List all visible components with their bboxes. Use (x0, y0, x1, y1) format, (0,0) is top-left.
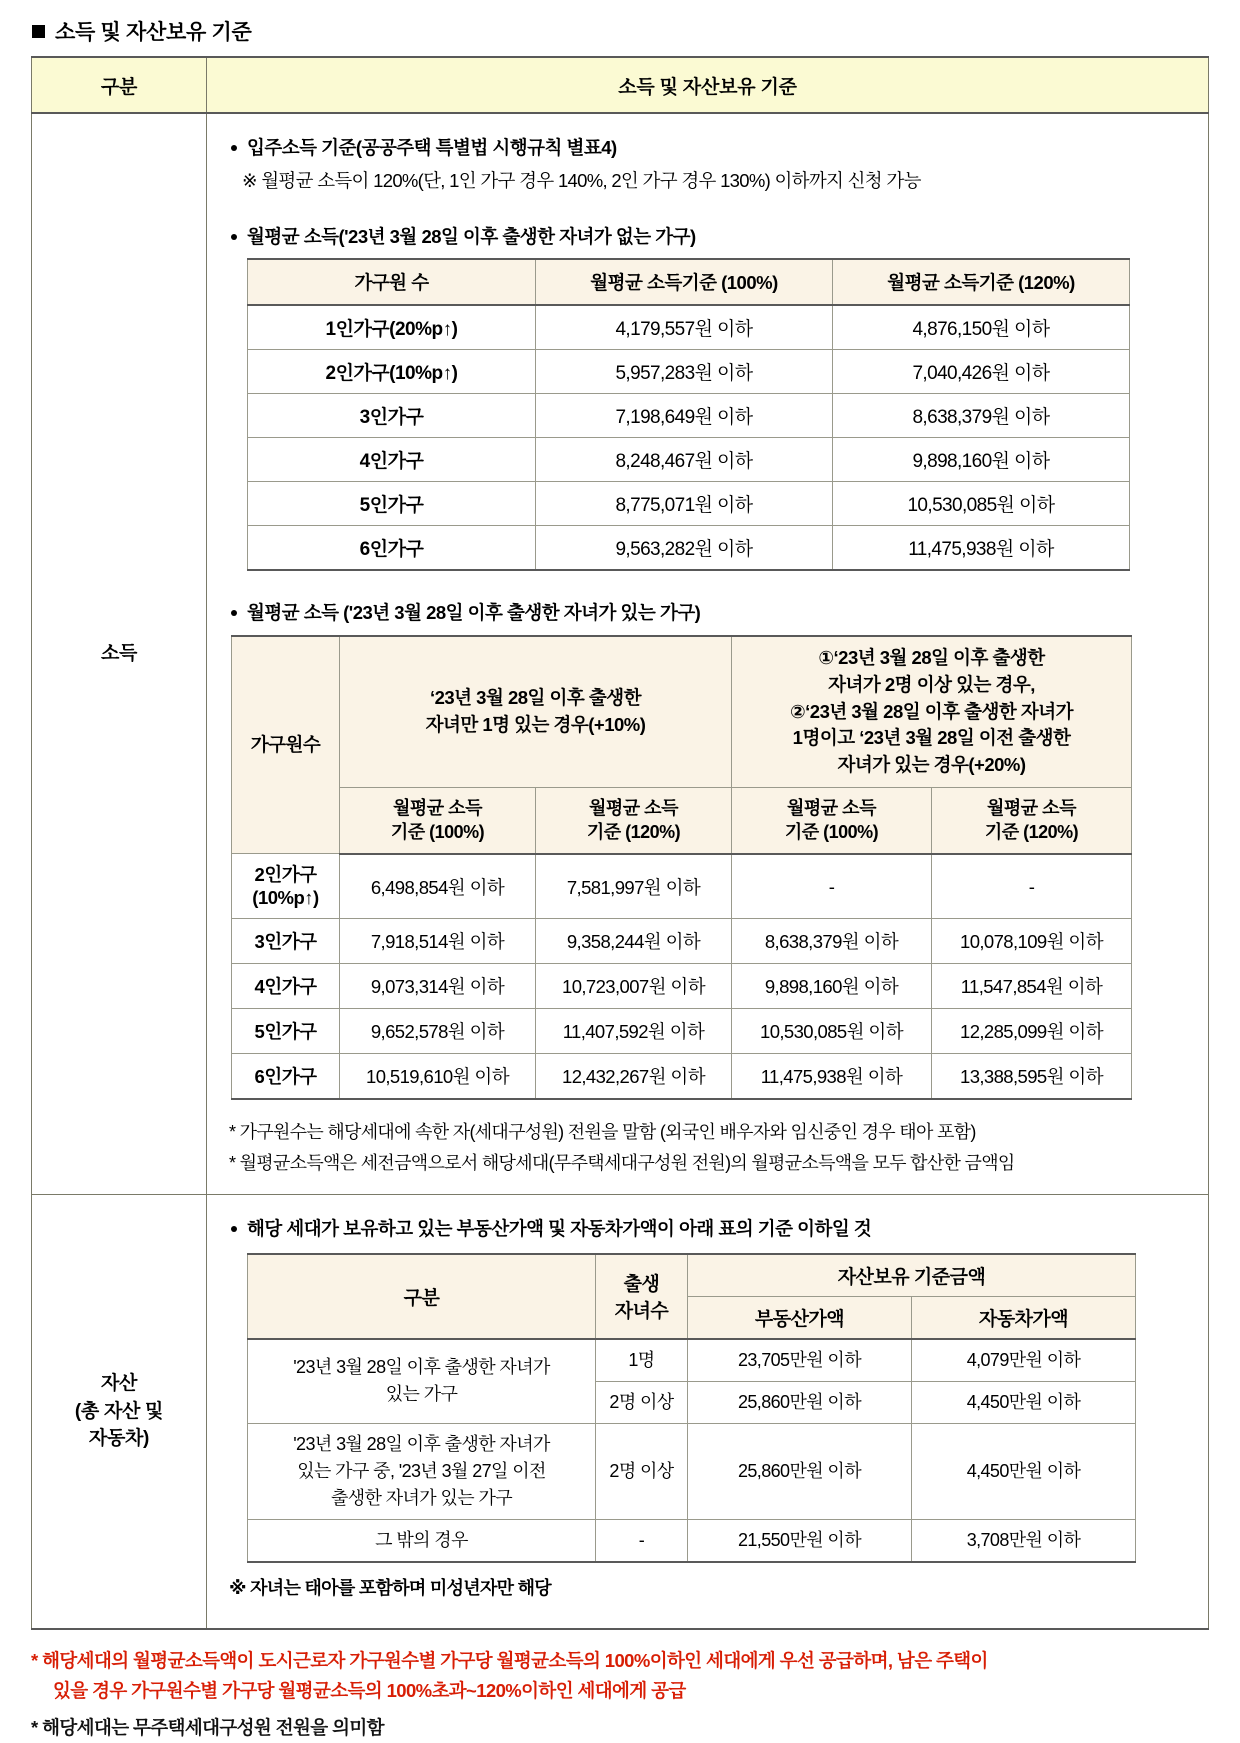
cell-b100: 10,530,085원 이하 (732, 1009, 932, 1054)
cell-a120: 9,358,244원 이하 (536, 919, 732, 964)
cell-household: 2인가구(10%p↑) (248, 350, 536, 394)
cell-children: - (596, 1519, 688, 1562)
cell-b120: 10,078,109원 이하 (932, 919, 1132, 964)
cell-income-100: 4,179,557원 이하 (536, 305, 833, 350)
cell-household: 1인가구(20%p↑) (248, 305, 536, 350)
th-real-estate: 부동산가액 (688, 1296, 912, 1339)
th-children-line2: 자녀수 (614, 1301, 669, 1323)
cell-b100: 11,475,938원 이하 (732, 1054, 932, 1100)
th-group-one-child: ‘23년 3월 28일 이후 출생한 자녀만 1명 있는 경우(+10%) (340, 636, 732, 788)
cell-income-100: 7,198,649원 이하 (536, 394, 833, 438)
income-row-body (207, 113, 1209, 1195)
cell-vehicle: 3,708만원 이하 (912, 1519, 1136, 1562)
cell-b100: - (732, 854, 932, 919)
table-row (248, 1519, 1136, 1562)
cell-real-estate: 23,705만원 이하 (688, 1339, 912, 1382)
income-table-no-children (247, 258, 1130, 571)
asset-row-body (207, 1195, 1209, 1629)
table-row (232, 854, 1132, 919)
cell-household: 6인가구 (232, 1054, 340, 1100)
asset-label-line1: 자산 (100, 1372, 138, 1394)
table-row (232, 964, 1132, 1009)
cell-b120: 13,388,595원 이하 (932, 1054, 1132, 1100)
th-children-count (596, 1254, 688, 1339)
section-heading-text: 소득 및 자산보유 기준 (55, 21, 252, 44)
section-heading (0, 0, 1240, 56)
th-income-100: 월평균 소득기준 (100%) (536, 259, 833, 305)
income-table-with-children (231, 635, 1132, 1100)
footnote-red-line1: * 해당세대의 월평균소득액이 도시근로자 가구원수별 가구당 월평균소득의 100%이하인 세대에게 우선 공급하며, 남은 주택이 (31, 1649, 988, 1671)
cell-income-120: 7,040,426원 이하 (833, 350, 1130, 394)
cell-a120: 10,723,007원 이하 (536, 964, 732, 1009)
cell-income-120: 8,638,379원 이하 (833, 394, 1130, 438)
footnote-red (31, 1646, 1209, 1706)
th-vehicle: 자동차가액 (912, 1296, 1136, 1339)
cell-income-120: 11,475,938원 이하 (833, 526, 1130, 571)
cell-a120: 11,407,592원 이하 (536, 1009, 732, 1054)
cell-a120: 12,432,267원 이하 (536, 1054, 732, 1100)
income-note-1: * 가구원수는 해당세대에 속한 자(세대구성원) 전원을 말함 (외국인 배우자와 임신중인 경우 태아 포함) (229, 1122, 976, 1143)
asset-label-line3: 자동차) (88, 1428, 150, 1450)
cell-a100: 6,498,854원 이하 (340, 854, 536, 919)
income-bullet-2: 월평균 소득('23년 3월 28일 이후 출생한 자녀가 없는 가구) (229, 223, 1190, 251)
cell-b120: - (932, 854, 1132, 919)
th-sub-income-120-a: 월평균 소득 기준 (120%) (536, 788, 732, 854)
square-bullet-icon (32, 25, 45, 38)
th-household-size: 가구원 수 (248, 259, 536, 305)
cell-income-100: 9,563,282원 이하 (536, 526, 833, 571)
th-group-multi-child: ①‘23년 3월 28일 이후 출생한 자녀가 2명 이상 있는 경우, ②‘23년 3월 28일 이후 출생한 자녀가 1명이고 ‘23년 3월 28일 이전 출생한 자녀가 있는 경우(+20%) (732, 636, 1132, 788)
cell-vehicle: 4,450만원 이하 (912, 1381, 1136, 1423)
cell-household: 3인가구 (232, 919, 340, 964)
cell-a120: 7,581,997원 이하 (536, 854, 732, 919)
cell-income-120: 9,898,160원 이하 (833, 438, 1130, 482)
table-header-row-sub (232, 788, 1132, 854)
cell-real-estate: 21,550만원 이하 (688, 1519, 912, 1562)
header-division: 구분 (32, 57, 207, 113)
th-children-line1: 출생 (623, 1274, 660, 1296)
cell-household: 4인가구 (248, 438, 536, 482)
cell-children: 1명 (596, 1339, 688, 1382)
cell-income-120: 4,876,150원 이하 (833, 305, 1130, 350)
cell-household: 3인가구 (248, 394, 536, 438)
income-bullet-3: 월평균 소득 ('23년 3월 28일 이후 출생한 자녀가 있는 가구) (229, 599, 1190, 627)
cell-a100: 10,519,610원 이하 (340, 1054, 536, 1100)
cell-a100: 9,652,578원 이하 (340, 1009, 536, 1054)
outer-table-header-row (32, 57, 1209, 113)
asset-note: ※ 자녀는 태아를 포함하며 미성년자만 해당 (229, 1577, 551, 1598)
table-header-row-top (232, 636, 1132, 788)
table-row (248, 305, 1130, 350)
table-row (248, 526, 1130, 571)
income-note-2: * 월평균소득액은 세전금액으로서 해당세대(무주택세대구성원 전원)의 월평균소득액을 모두 합산한 금액임 (229, 1153, 1015, 1174)
cell-children: 2명 이상 (596, 1381, 688, 1423)
asset-row (32, 1195, 1209, 1629)
cell-division: '23년 3월 28일 이후 출생한 자녀가 있는 가구 (248, 1339, 596, 1424)
income-row (32, 113, 1209, 1195)
footnote-black: * 해당세대는 무주택세대구성원 전원을 의미함 (31, 1717, 384, 1739)
table-row (232, 1009, 1132, 1054)
cell-b100: 9,898,160원 이하 (732, 964, 932, 1009)
cell-vehicle: 4,450만원 이하 (912, 1423, 1136, 1519)
asset-bullet-1: 해당 세대가 보유하고 있는 부동산가액 및 자동차가액이 아래 표의 기준 이하일 것 (229, 1215, 1190, 1243)
asset-holdings-table (247, 1253, 1136, 1563)
cell-household: 4인가구 (232, 964, 340, 1009)
table-header-row (248, 259, 1130, 305)
income-bullet-1-note: ※ 월평균 소득이 120%(단, 1인 가구 경우 140%, 2인 가구 경우 130%) 이하까지 신청 가능 (242, 169, 921, 191)
cell-b120: 12,285,099원 이하 (932, 1009, 1132, 1054)
th-household-size: 가구원수 (232, 636, 340, 854)
cell-b120: 11,547,854원 이하 (932, 964, 1132, 1009)
table-row (232, 1054, 1132, 1100)
th-sub-income-100-a: 월평균 소득 기준 (100%) (340, 788, 536, 854)
th-income-120: 월평균 소득기준 (120%) (833, 259, 1130, 305)
table-row (248, 394, 1130, 438)
table-row (248, 1423, 1136, 1519)
header-criteria: 소득 및 자산보유 기준 (207, 57, 1209, 113)
asset-row-label (32, 1195, 207, 1629)
footnote-red-line2: 있을 경우 가구원수별 가구당 월평균소득의 100%초과~120%이하인 세대에게 공급 (53, 1679, 686, 1701)
footnotes (31, 1646, 1209, 1743)
table-row (248, 350, 1130, 394)
cell-children: 2명 이상 (596, 1423, 688, 1519)
cell-division: 그 밖의 경우 (248, 1519, 596, 1562)
income-bullet-1: 입주소득 기준(공공주택 특별법 시행규칙 별표4) (229, 134, 1190, 162)
cell-a100: 9,073,314원 이하 (340, 964, 536, 1009)
table-row (248, 1339, 1136, 1382)
th-division: 구분 (248, 1254, 596, 1339)
th-asset-group: 자산보유 기준금액 (688, 1254, 1136, 1297)
cell-vehicle: 4,079만원 이하 (912, 1339, 1136, 1382)
cell-a100: 7,918,514원 이하 (340, 919, 536, 964)
cell-real-estate: 25,860만원 이하 (688, 1381, 912, 1423)
table-row (248, 438, 1130, 482)
cell-income-100: 8,775,071원 이하 (536, 482, 833, 526)
cell-income-100: 8,248,467원 이하 (536, 438, 833, 482)
cell-b100: 8,638,379원 이하 (732, 919, 932, 964)
cell-household: 5인가구 (232, 1009, 340, 1054)
income-row-label: 소득 (32, 113, 207, 1195)
cell-income-100: 5,957,283원 이하 (536, 350, 833, 394)
criteria-outer-table (31, 56, 1209, 1630)
th-sub-income-120-b: 월평균 소득 기준 (120%) (932, 788, 1132, 854)
table-row (232, 919, 1132, 964)
th-sub-income-100-b: 월평균 소득 기준 (100%) (732, 788, 932, 854)
cell-income-120: 10,530,085원 이하 (833, 482, 1130, 526)
cell-household: 2인가구 (10%p↑) (232, 854, 340, 919)
asset-label-line2: (총 자산 및 (74, 1400, 164, 1422)
cell-household: 5인가구 (248, 482, 536, 526)
cell-division: '23년 3월 28일 이후 출생한 자녀가 있는 가구 중, '23년 3월 27일 이전 출생한 자녀가 있는 가구 (248, 1423, 596, 1519)
table-row (248, 482, 1130, 526)
table-header-row-top (248, 1254, 1136, 1297)
cell-real-estate: 25,860만원 이하 (688, 1423, 912, 1519)
cell-household: 6인가구 (248, 526, 536, 571)
